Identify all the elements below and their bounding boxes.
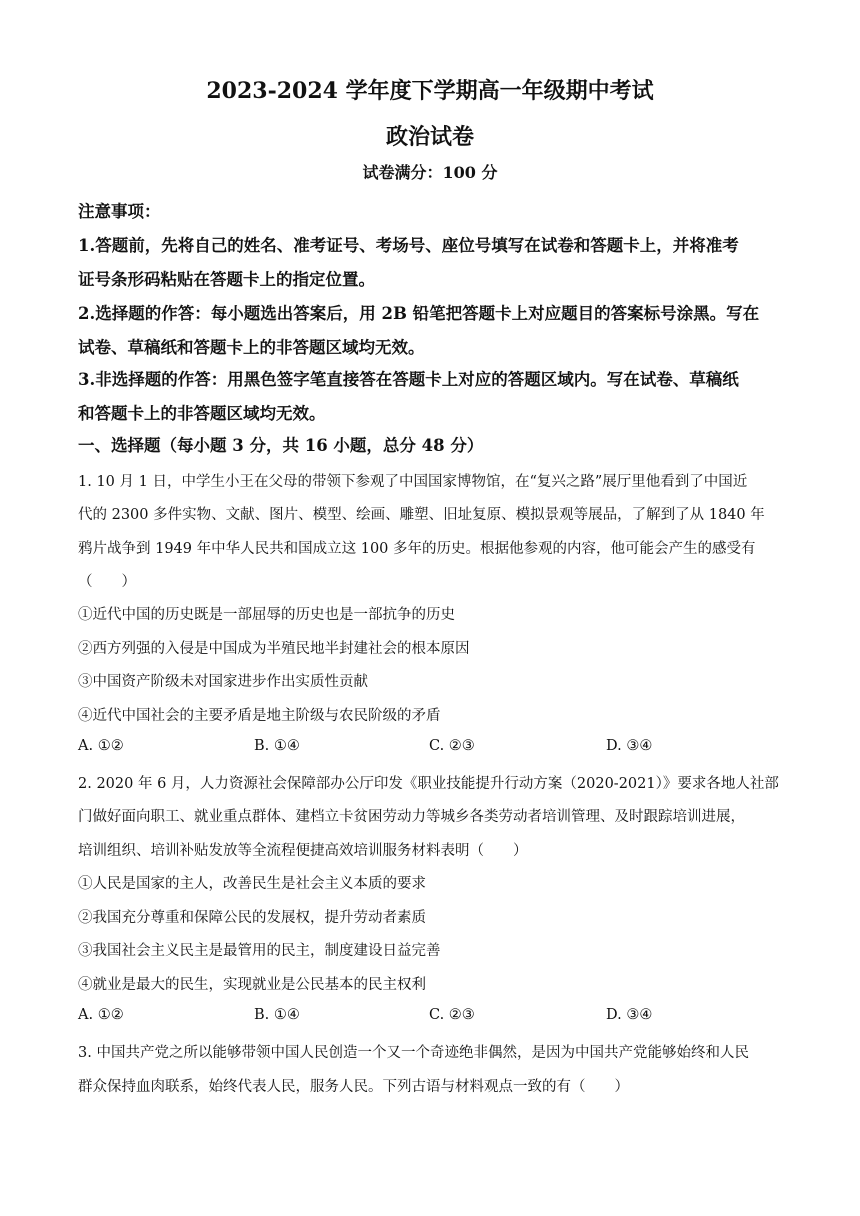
q1-item: ④近代中国社会的主要矛盾是地主阶级与农民阶级的矛盾 (78, 708, 441, 724)
q2-item: ②我国充分尊重和保障公民的发展权，提升劳动者素质 (78, 910, 426, 926)
q2-item: ①人民是国家的主人，改善民生是社会主义本质的要求 (78, 876, 426, 892)
q1-option-b: B. ①④ (254, 738, 300, 754)
q3-stem-line: 群众保持血肉联系，始终代表人民，服务人民。下列古语与材料观点一致的有（ ） (78, 1079, 629, 1095)
notice-line: 1.答题前，先将自己的姓名、准考证号、考场号、座位号填写在试卷和答题卡上，并将准考 (78, 236, 739, 255)
section-heading: 一、选择题（每小题 3 分，共 16 小题，总分 48 分） (78, 436, 484, 455)
q2-option-c: C. ②③ (429, 1007, 475, 1023)
q2-stem-line: 门做好面向职工、就业重点群体、建档立卡贫困劳动力等城乡各类劳动者培训管理、及时跟踪培训进展， (78, 809, 745, 825)
q1-item: ①近代中国的历史既是一部屈辱的历史也是一部抗争的历史 (78, 607, 455, 623)
exam-subject: 政治试卷 (385, 124, 474, 150)
q1-stem-line: 鸦片战争到 1949 年中华人民共和国成立这 100 多年的历史。根据他参观的内容，他可能会产生的感受有 (78, 541, 756, 557)
q2-option-d: D. ③④ (606, 1007, 653, 1023)
q1-item: ③中国资产阶级未对国家进步作出实质性贡献 (78, 674, 368, 690)
q1-item: ②西方列强的入侵是中国成为半殖民地半封建社会的根本原因 (78, 641, 470, 657)
q2-item: ③我国社会主义民主是最管用的民主，制度建设日益完善 (78, 943, 441, 959)
notice-line: 3.非选择题的作答：用黑色签字笔直接答在答题卡上对应的答题区域内。写在试卷、草稿纸 (78, 370, 739, 389)
q1-stem-line: 1. 10 月 1 日，中学生小王在父母的带领下参观了中国国家博物馆，在“复兴之路”展厅里他看到了中国近 (78, 474, 748, 490)
q1-stem-line: 代的 2300 多件实物、文献、图片、模型、绘画、雕塑、旧址复原、模拟景观等展品，了解到了从 1840 年 (78, 507, 765, 523)
q3-stem-line: 3. 中国共产党之所以能够带领中国人民创造一个又一个奇迹绝非偶然，是因为中国共产党能够始终和人民 (78, 1045, 749, 1061)
q2-option-a: A. ①② (78, 1007, 124, 1023)
notice-line: 2.选择题的作答：每小题选出答案后，用 2B 铅笔把答题卡上对应题目的答案标号涂黑。写在 (78, 304, 760, 323)
q2-item: ④就业是最大的民生，实现就业是公民基本的民主权利 (78, 977, 426, 993)
exam-title: 2023-2024 学年度下学期高一年级期中考试 (206, 78, 654, 104)
q2-stem-line: 2. 2020 年 6 月，人力资源社会保障部办公厅印发《职业技能提升行动方案（2020-2021）》要求各地人社部 (78, 776, 779, 792)
q1-stem-line: （ ） (78, 574, 136, 590)
notice-line: 和答题卡上的非答题区域均无效。 (78, 404, 326, 423)
q2-stem-line: 培训组织、培训补贴发放等全流程便捷高效培训服务材料表明（ ） (78, 843, 528, 859)
q1-option-c: C. ②③ (429, 738, 475, 754)
exam-score: 试卷满分：100 分 (362, 163, 498, 182)
notice-line: 试卷、草稿纸和答题卡上的非答题区域均无效。 (78, 338, 425, 357)
q1-option-d: D. ③④ (606, 738, 653, 754)
notice-heading: 注意事项： (78, 202, 161, 221)
q1-option-a: A. ①② (78, 738, 124, 754)
notice-line: 证号条形码粘贴在答题卡上的指定位置。 (78, 270, 375, 289)
q2-option-b: B. ①④ (254, 1007, 300, 1023)
